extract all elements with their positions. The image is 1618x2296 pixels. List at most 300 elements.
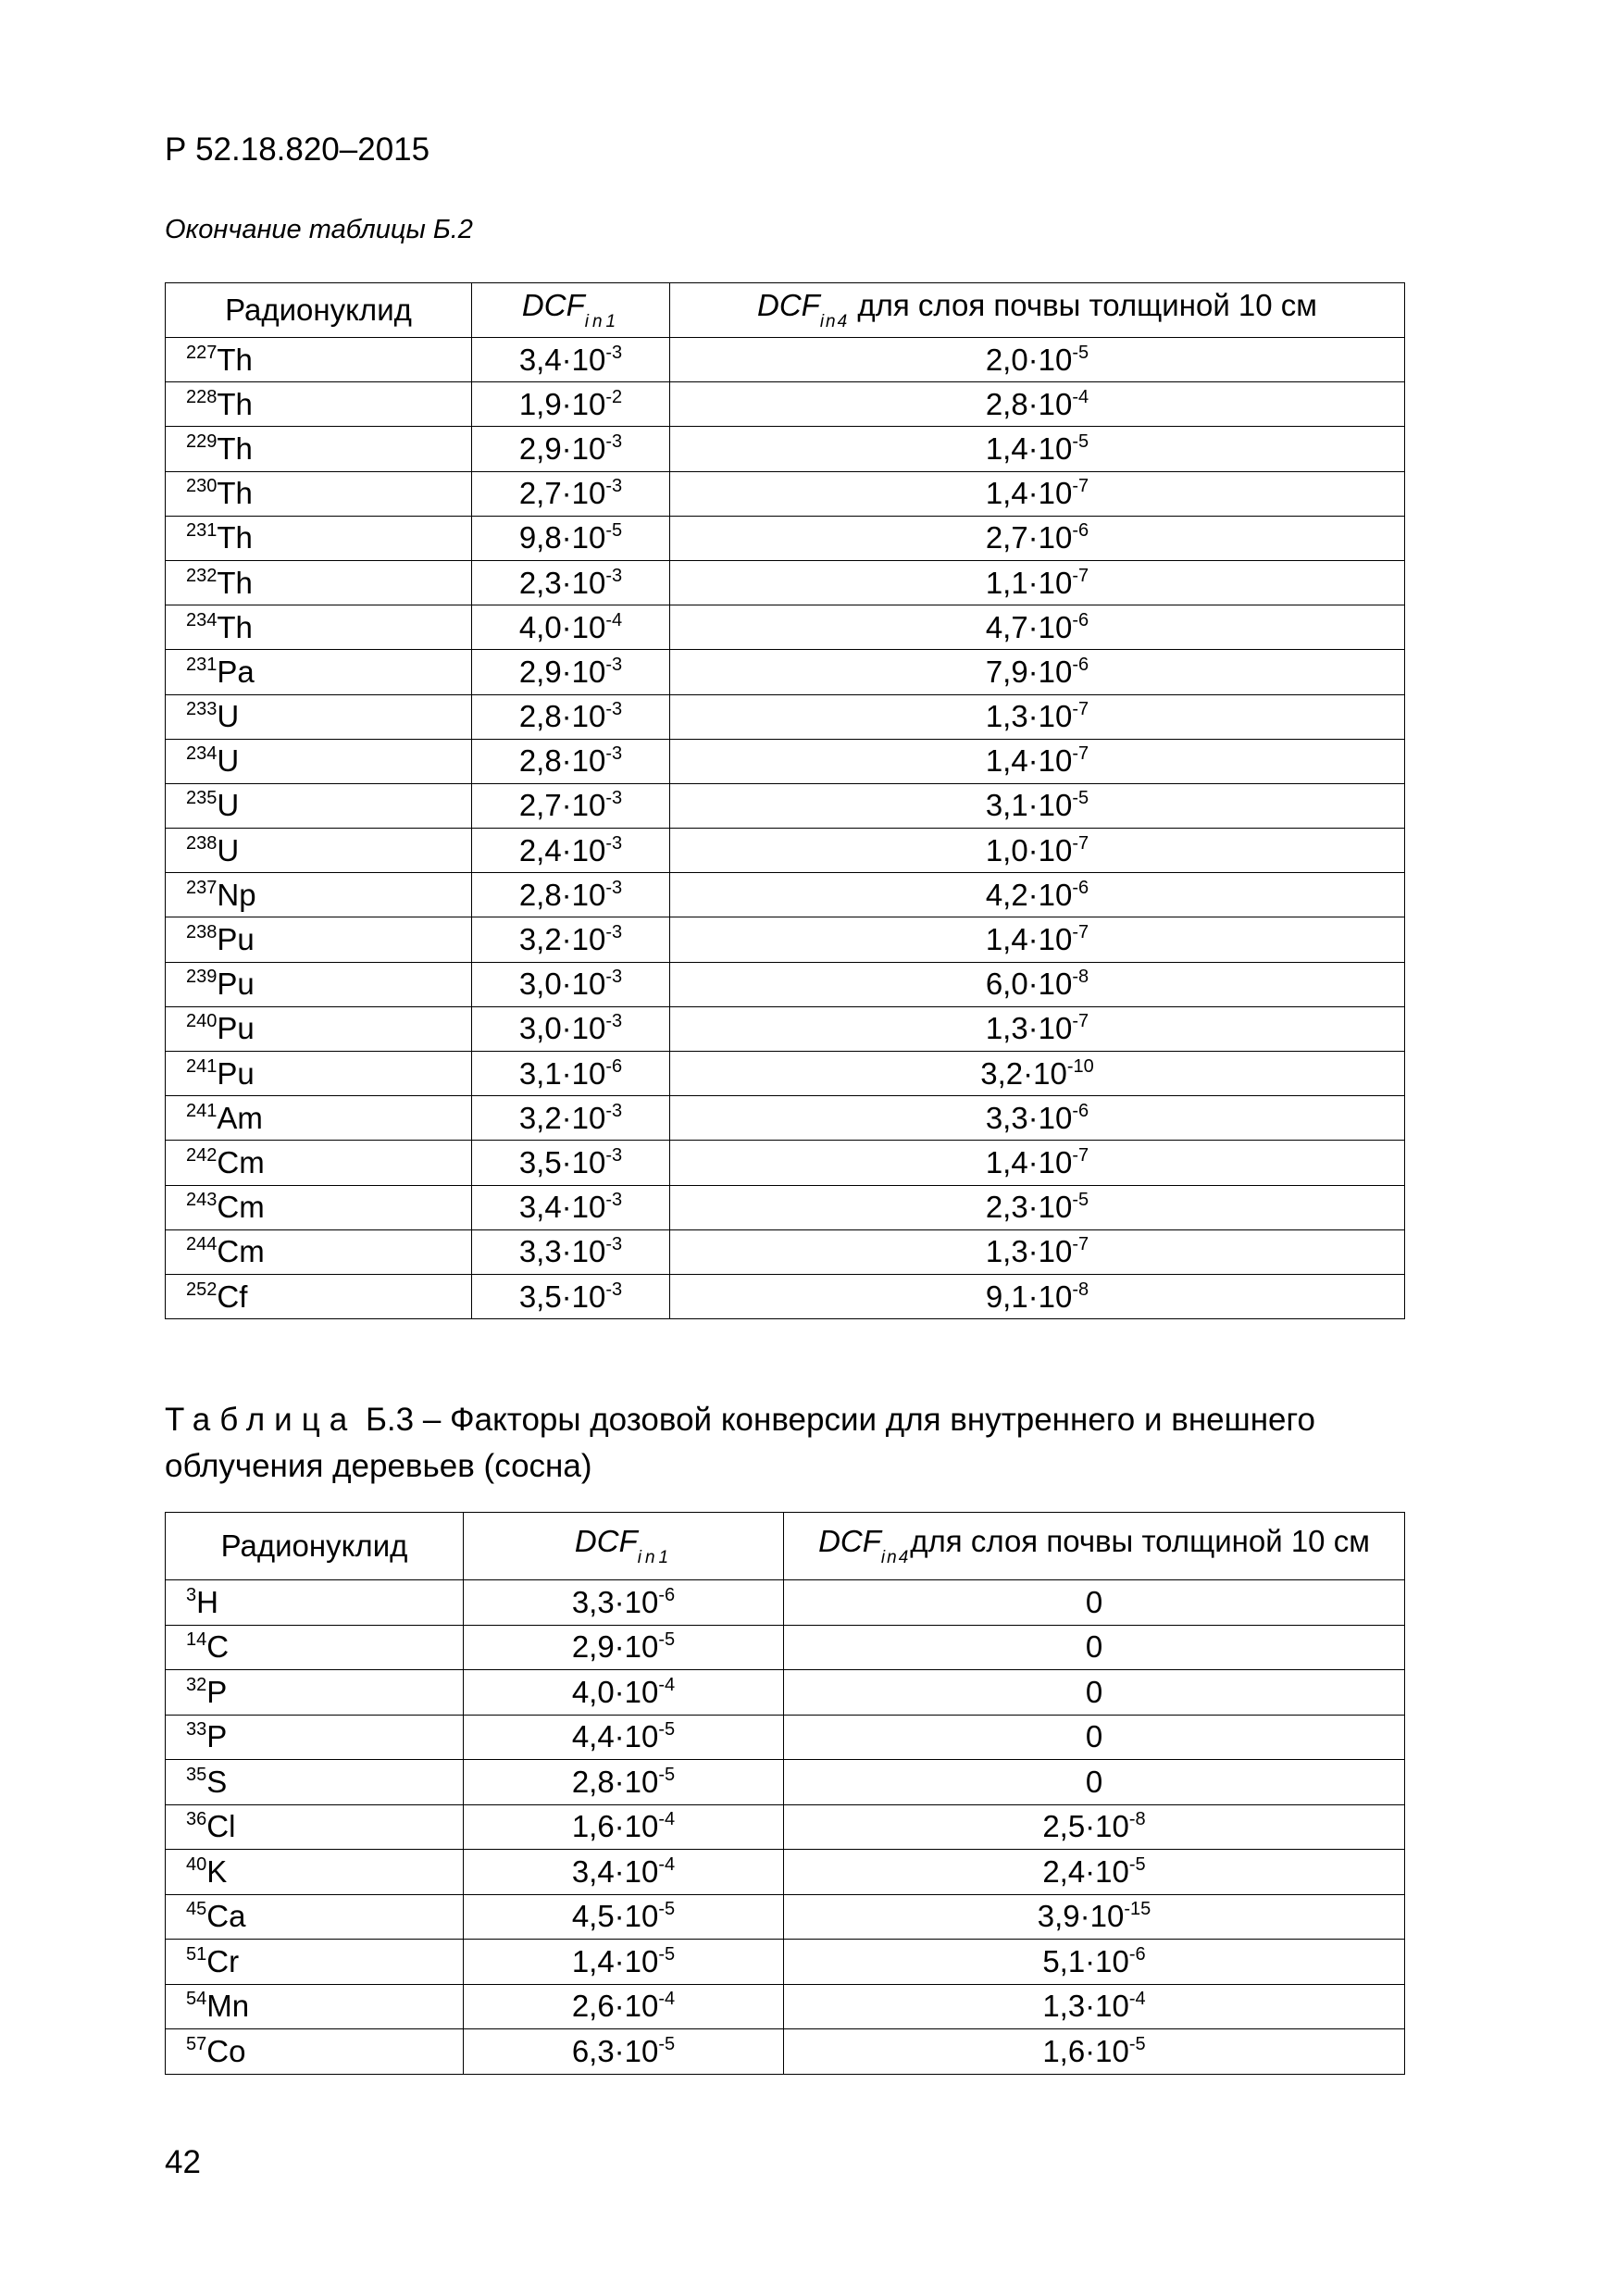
value-mantissa: 3,2·10 xyxy=(980,1055,1067,1091)
value-mantissa: 1,1·10 xyxy=(985,565,1073,600)
value-mantissa: 9,8·10 xyxy=(518,520,606,555)
dcf-in4-cell xyxy=(784,1625,1405,1670)
value-exponent: -6 xyxy=(1128,1943,1146,1965)
nuclide-cell xyxy=(166,783,472,828)
value-mantissa: 2,4·10 xyxy=(1042,1853,1129,1889)
dcf-in1-cell xyxy=(472,516,670,560)
value-exponent: -4 xyxy=(658,1989,676,2010)
dcf-in1-cell xyxy=(472,650,670,694)
dcf-in4-cell xyxy=(670,471,1405,516)
dcf-in1-cell xyxy=(464,1804,784,1850)
dcf-in1-cell xyxy=(464,1850,784,1895)
value-exponent: -3 xyxy=(605,922,623,943)
table-row xyxy=(166,427,1405,471)
nuclide-cell xyxy=(166,1274,472,1318)
table-row xyxy=(166,739,1405,783)
mass-number: 252 xyxy=(186,1279,218,1300)
dcf-in4-cell xyxy=(784,1670,1405,1716)
nuclide-cell xyxy=(166,1185,472,1229)
value-exponent: -4 xyxy=(605,609,623,630)
value-exponent: -3 xyxy=(605,788,623,809)
nuclide-cell xyxy=(166,2029,464,2075)
table-header-row xyxy=(166,1513,1405,1580)
nuclide-cell xyxy=(166,650,472,694)
value-mantissa: 2,9·10 xyxy=(518,654,606,689)
table-row xyxy=(166,1625,1405,1670)
mass-number: 241 xyxy=(186,1100,218,1121)
value-mantissa: 3,4·10 xyxy=(518,1190,606,1225)
dcf-in4-cell xyxy=(784,1940,1405,1985)
element-symbol: Th xyxy=(217,386,253,421)
nuclide-cell xyxy=(166,1760,464,1805)
document-standard-number: Р 52.18.820–2015 xyxy=(165,131,430,168)
value-exponent: -5 xyxy=(1072,430,1089,452)
element-symbol: Ca xyxy=(206,1899,246,1934)
table-row xyxy=(166,605,1405,650)
value-mantissa: 2,0·10 xyxy=(985,342,1073,377)
dcf-in4-cell xyxy=(670,694,1405,739)
value-mantissa: 2,8·10 xyxy=(518,743,606,779)
value-exponent: -3 xyxy=(605,476,623,497)
value-mantissa: 6,0·10 xyxy=(985,967,1073,1002)
table-row xyxy=(166,338,1405,382)
value-exponent: -3 xyxy=(605,877,623,898)
mass-number: 33 xyxy=(186,1719,207,1741)
element-symbol: Am xyxy=(217,1100,263,1135)
value-mantissa: 3,4·10 xyxy=(571,1853,659,1889)
value-mantissa: 0 xyxy=(1085,1629,1103,1665)
dcf-in4-cell xyxy=(670,829,1405,873)
value-exponent: -4 xyxy=(658,1853,676,1875)
value-exponent: -3 xyxy=(605,699,623,720)
element-symbol: Cm xyxy=(217,1190,265,1225)
dcf-label: DCF xyxy=(521,288,585,322)
dcf-in4-cell xyxy=(670,650,1405,694)
mass-number: 40 xyxy=(186,1853,207,1875)
dcf-in1-cell xyxy=(464,2029,784,2075)
mass-number: 227 xyxy=(186,342,218,363)
value-exponent: -10 xyxy=(1066,1055,1094,1077)
value-mantissa: 4,7·10 xyxy=(985,609,1073,644)
element-symbol: Th xyxy=(217,520,253,555)
value-exponent: -7 xyxy=(1072,832,1089,854)
mass-number: 14 xyxy=(186,1629,207,1651)
nuclide-cell xyxy=(166,1715,464,1760)
nuclide-cell xyxy=(166,1006,472,1051)
dcf-in1-cell xyxy=(472,1229,670,1274)
nuclide-cell xyxy=(166,1580,464,1626)
dcf-in4-cell xyxy=(784,1760,1405,1805)
value-mantissa: 4,0·10 xyxy=(571,1674,659,1709)
mass-number: 243 xyxy=(186,1190,218,1211)
dcf-in1-cell xyxy=(472,427,670,471)
value-exponent: -4 xyxy=(658,1809,676,1830)
value-exponent: -3 xyxy=(605,743,623,765)
mass-number: 239 xyxy=(186,967,218,988)
value-exponent: -4 xyxy=(658,1674,676,1695)
mass-number: 35 xyxy=(186,1764,207,1785)
value-exponent: -3 xyxy=(605,832,623,854)
dcf-subscript: in1 xyxy=(637,1548,673,1567)
element-symbol: Cf xyxy=(217,1279,248,1314)
table-row xyxy=(166,1096,1405,1141)
table-row xyxy=(166,962,1405,1006)
value-mantissa: 2,8·10 xyxy=(571,1764,659,1799)
dcf-in1-cell xyxy=(472,471,670,516)
value-mantissa: 1,4·10 xyxy=(985,476,1073,511)
dcf-in1-cell xyxy=(472,1096,670,1141)
element-symbol: Co xyxy=(206,2033,246,2068)
nuclide-cell xyxy=(166,1052,472,1096)
element-symbol: P xyxy=(206,1719,228,1754)
dcf-in1-cell xyxy=(472,560,670,605)
value-mantissa: 0 xyxy=(1085,1674,1103,1709)
nuclide-cell xyxy=(166,1940,464,1985)
dcf-in4-cell xyxy=(670,338,1405,382)
dcf-header-text: для слоя почвы толщиной 10 см xyxy=(910,1524,1370,1558)
mass-number: 57 xyxy=(186,2033,207,2054)
element-symbol: Pu xyxy=(217,967,255,1002)
nuclide-cell xyxy=(166,1894,464,1940)
dcf-in4-cell xyxy=(670,516,1405,560)
table-row xyxy=(166,1006,1405,1051)
mass-number: 3 xyxy=(186,1584,197,1605)
value-mantissa: 1,6·10 xyxy=(1042,2033,1129,2068)
value-mantissa: 2,4·10 xyxy=(518,832,606,867)
dcf-in1-cell xyxy=(472,1141,670,1185)
mass-number: 51 xyxy=(186,1943,207,1965)
value-mantissa: 1,3·10 xyxy=(1042,1989,1129,2024)
dcf-in1-cell xyxy=(472,1274,670,1318)
value-mantissa: 2,8·10 xyxy=(985,386,1073,421)
table-row xyxy=(166,783,1405,828)
value-mantissa: 3,1·10 xyxy=(985,788,1073,823)
dcf-in4-cell xyxy=(670,1096,1405,1141)
dcf-in1-cell xyxy=(472,1185,670,1229)
mass-number: 32 xyxy=(186,1674,207,1695)
value-exponent: -5 xyxy=(658,1943,676,1965)
value-exponent: -5 xyxy=(1072,1190,1089,1211)
mass-number: 242 xyxy=(186,1144,218,1166)
dcf-in4-cell xyxy=(670,739,1405,783)
column-header-dcf-in1 xyxy=(464,1513,784,1580)
nuclide-cell xyxy=(166,1804,464,1850)
element-symbol: Th xyxy=(217,609,253,644)
value-mantissa: 3,3·10 xyxy=(571,1584,659,1619)
element-symbol: Cm xyxy=(217,1234,265,1269)
table-row xyxy=(166,1580,1405,1626)
nuclide-cell xyxy=(166,427,472,471)
value-mantissa: 1,4·10 xyxy=(985,922,1073,957)
value-exponent: -8 xyxy=(1072,1279,1089,1300)
table-row xyxy=(166,1715,1405,1760)
value-mantissa: 1,4·10 xyxy=(985,743,1073,779)
mass-number: 237 xyxy=(186,877,218,898)
value-mantissa: 9,1·10 xyxy=(985,1279,1073,1314)
nuclide-cell xyxy=(166,1984,464,2029)
dcf-in1-cell xyxy=(464,1580,784,1626)
element-symbol: Cl xyxy=(206,1809,236,1844)
dcf-in4-cell xyxy=(784,1894,1405,1940)
value-exponent: -3 xyxy=(605,1279,623,1300)
dcf-in1-cell xyxy=(472,1052,670,1096)
table-row xyxy=(166,1274,1405,1318)
dcf-in1-cell xyxy=(464,1984,784,2029)
value-exponent: -15 xyxy=(1124,1899,1151,1920)
page-number: 42 xyxy=(165,2144,201,2180)
mass-number: 240 xyxy=(186,1011,218,1032)
value-mantissa: 2,9·10 xyxy=(518,430,606,466)
mass-number: 244 xyxy=(186,1234,218,1255)
value-mantissa: 2,3·10 xyxy=(985,1190,1073,1225)
column-header-dcf-in4 xyxy=(670,283,1405,338)
value-mantissa: 7,9·10 xyxy=(985,654,1073,689)
value-exponent: -3 xyxy=(605,1011,623,1032)
value-exponent: -7 xyxy=(1072,1144,1089,1166)
mass-number: 231 xyxy=(186,654,218,675)
value-exponent: -5 xyxy=(1072,788,1089,809)
value-exponent: -3 xyxy=(605,1144,623,1166)
mass-number: 238 xyxy=(186,832,218,854)
dcf-in1-cell xyxy=(472,338,670,382)
value-exponent: -3 xyxy=(605,565,623,586)
table-row xyxy=(166,516,1405,560)
value-exponent: -7 xyxy=(1072,699,1089,720)
nuclide-cell xyxy=(166,1141,472,1185)
dcf-in1-cell xyxy=(472,605,670,650)
column-header-nuclide: Радионуклид xyxy=(166,283,472,338)
dcf-in1-cell xyxy=(472,829,670,873)
table-b2 xyxy=(165,282,1405,1319)
table-header-row xyxy=(166,283,1405,338)
dcf-in4-cell xyxy=(670,1141,1405,1185)
table-row xyxy=(166,1850,1405,1895)
dcf-label: DCF xyxy=(757,288,820,322)
value-exponent: -5 xyxy=(658,1764,676,1785)
element-symbol: K xyxy=(206,1853,228,1889)
element-symbol: Th xyxy=(217,430,253,466)
table-row xyxy=(166,1804,1405,1850)
element-symbol: H xyxy=(196,1584,218,1619)
table-row xyxy=(166,1760,1405,1805)
nuclide-cell xyxy=(166,382,472,427)
element-symbol: Th xyxy=(217,565,253,600)
value-mantissa: 2,8·10 xyxy=(518,699,606,734)
column-header-dcf-in1 xyxy=(472,283,670,338)
value-mantissa: 1,4·10 xyxy=(985,1144,1073,1179)
value-mantissa: 3,1·10 xyxy=(518,1055,606,1091)
dcf-in1-cell xyxy=(464,1670,784,1716)
dcf-in4-cell xyxy=(670,1185,1405,1229)
value-exponent: -6 xyxy=(658,1584,676,1605)
value-mantissa: 3,0·10 xyxy=(518,967,606,1002)
value-mantissa: 3,5·10 xyxy=(518,1144,606,1179)
table-row xyxy=(166,382,1405,427)
nuclide-cell xyxy=(166,1670,464,1716)
value-mantissa: 1,3·10 xyxy=(985,699,1073,734)
table-row xyxy=(166,650,1405,694)
value-mantissa: 3,2·10 xyxy=(518,922,606,957)
dcf-in1-cell xyxy=(472,694,670,739)
column-header-dcf-in4 xyxy=(784,1513,1405,1580)
element-symbol: S xyxy=(206,1764,228,1799)
element-symbol: C xyxy=(206,1629,230,1665)
dcf-subscript: in4 xyxy=(819,312,850,331)
value-mantissa: 1,9·10 xyxy=(518,386,606,421)
dcf-in1-cell xyxy=(464,1894,784,1940)
value-exponent: -6 xyxy=(1072,520,1089,542)
value-mantissa: 2,5·10 xyxy=(1042,1809,1129,1844)
element-symbol: Cr xyxy=(206,1943,240,1978)
table-row xyxy=(166,560,1405,605)
mass-number: 36 xyxy=(186,1809,207,1830)
value-exponent: -3 xyxy=(605,430,623,452)
dcf-in1-cell xyxy=(464,1625,784,1670)
table-row xyxy=(166,2029,1405,2075)
dcf-label: DCF xyxy=(574,1524,638,1558)
dcf-in1-cell xyxy=(464,1715,784,1760)
table-row xyxy=(166,1984,1405,2029)
element-symbol: Pu xyxy=(217,1055,255,1091)
mass-number: 228 xyxy=(186,386,218,407)
value-exponent: -8 xyxy=(1072,967,1089,988)
mass-number: 241 xyxy=(186,1055,218,1077)
value-mantissa: 2,3·10 xyxy=(518,565,606,600)
table-row xyxy=(166,917,1405,962)
table-row xyxy=(166,1940,1405,1985)
dcf-in4-cell xyxy=(784,1804,1405,1850)
dcf-in4-cell xyxy=(670,605,1405,650)
value-mantissa: 2,9·10 xyxy=(571,1629,659,1665)
column-header-nuclide: Радионуклид xyxy=(166,1513,464,1580)
dcf-in4-cell xyxy=(784,1715,1405,1760)
nuclide-cell xyxy=(166,962,472,1006)
value-mantissa: 1,3·10 xyxy=(985,1011,1073,1046)
value-exponent: -5 xyxy=(658,1629,676,1651)
table-continuation-label: Окончание таблицы Б.2 xyxy=(165,215,473,244)
table-title-text: Б.3 – Факторы дозовой конверсии для внутреннего и внешнего облучения деревьев (сосна) xyxy=(165,1402,1315,1484)
table-b3 xyxy=(165,1512,1405,2075)
mass-number: 45 xyxy=(186,1899,207,1920)
value-mantissa: 2,7·10 xyxy=(518,476,606,511)
mass-number: 235 xyxy=(186,788,218,809)
value-mantissa: 3,0·10 xyxy=(518,1011,606,1046)
dcf-in4-cell xyxy=(670,783,1405,828)
table-b3-title xyxy=(165,1397,1410,1490)
element-symbol: U xyxy=(217,743,240,779)
value-exponent: -7 xyxy=(1072,922,1089,943)
value-exponent: -6 xyxy=(1072,877,1089,898)
value-mantissa: 2,8·10 xyxy=(518,877,606,912)
value-mantissa: 4,0·10 xyxy=(518,609,606,644)
dcf-in4-cell xyxy=(670,560,1405,605)
dcf-label: DCF xyxy=(818,1524,881,1558)
dcf-in4-cell xyxy=(670,1274,1405,1318)
value-exponent: -3 xyxy=(605,967,623,988)
value-exponent: -5 xyxy=(658,1719,676,1741)
dcf-in1-cell xyxy=(464,1760,784,1805)
value-mantissa: 6,3·10 xyxy=(571,2033,659,2068)
dcf-header-text: для слоя почвы толщиной 10 см xyxy=(849,288,1317,322)
dcf-in4-cell xyxy=(670,1229,1405,1274)
value-exponent: -6 xyxy=(605,1055,623,1077)
table-row xyxy=(166,694,1405,739)
mass-number: 234 xyxy=(186,609,218,630)
value-mantissa: 4,5·10 xyxy=(571,1899,659,1934)
nuclide-cell xyxy=(166,560,472,605)
value-mantissa: 2,6·10 xyxy=(571,1989,659,2024)
mass-number: 234 xyxy=(186,743,218,765)
dcf-in1-cell xyxy=(472,382,670,427)
table-row xyxy=(166,1670,1405,1716)
nuclide-cell xyxy=(166,739,472,783)
value-exponent: -7 xyxy=(1072,476,1089,497)
value-mantissa: 1,4·10 xyxy=(571,1943,659,1978)
value-exponent: -7 xyxy=(1072,565,1089,586)
element-symbol: Th xyxy=(217,476,253,511)
nuclide-cell xyxy=(166,605,472,650)
element-symbol: Mn xyxy=(206,1989,250,2024)
value-mantissa: 5,1·10 xyxy=(1042,1943,1129,1978)
nuclide-cell xyxy=(166,1850,464,1895)
nuclide-cell xyxy=(166,338,472,382)
nuclide-cell xyxy=(166,873,472,917)
table-row xyxy=(166,1185,1405,1229)
value-exponent: -3 xyxy=(605,1100,623,1121)
mass-number: 229 xyxy=(186,430,218,452)
value-exponent: -5 xyxy=(658,1899,676,1920)
dcf-in4-cell xyxy=(784,1984,1405,2029)
value-mantissa: 1,3·10 xyxy=(985,1234,1073,1269)
dcf-in4-cell xyxy=(784,1850,1405,1895)
dcf-in4-cell xyxy=(670,873,1405,917)
element-symbol: Pu xyxy=(217,1011,255,1046)
value-mantissa: 2,7·10 xyxy=(985,520,1073,555)
dcf-subscript: in4 xyxy=(880,1548,911,1567)
dcf-in1-cell xyxy=(472,917,670,962)
value-exponent: -7 xyxy=(1072,743,1089,765)
element-symbol: U xyxy=(217,832,240,867)
value-exponent: -6 xyxy=(1072,609,1089,630)
nuclide-cell xyxy=(166,471,472,516)
dcf-in4-cell xyxy=(670,917,1405,962)
table-row xyxy=(166,1894,1405,1940)
value-mantissa: 3,4·10 xyxy=(518,342,606,377)
value-mantissa: 4,4·10 xyxy=(571,1719,659,1754)
table-row xyxy=(166,829,1405,873)
element-symbol: P xyxy=(206,1674,228,1709)
table-row xyxy=(166,873,1405,917)
element-symbol: U xyxy=(217,788,240,823)
element-symbol: Np xyxy=(217,877,256,912)
value-exponent: -3 xyxy=(605,1190,623,1211)
dcf-in4-cell xyxy=(670,962,1405,1006)
table-row xyxy=(166,1141,1405,1185)
dcf-in4-cell xyxy=(670,382,1405,427)
dcf-in1-cell xyxy=(472,962,670,1006)
element-symbol: Cm xyxy=(217,1144,265,1179)
element-symbol: U xyxy=(217,699,240,734)
dcf-in4-cell xyxy=(670,1052,1405,1096)
dcf-in4-cell xyxy=(784,2029,1405,2075)
value-mantissa: 1,0·10 xyxy=(985,832,1073,867)
value-mantissa: 0 xyxy=(1085,1764,1103,1799)
dcf-in4-cell xyxy=(670,1006,1405,1051)
value-mantissa: 3,5·10 xyxy=(518,1279,606,1314)
value-exponent: -6 xyxy=(1072,654,1089,675)
value-mantissa: 0 xyxy=(1085,1584,1103,1619)
value-mantissa: 3,3·10 xyxy=(985,1100,1073,1135)
